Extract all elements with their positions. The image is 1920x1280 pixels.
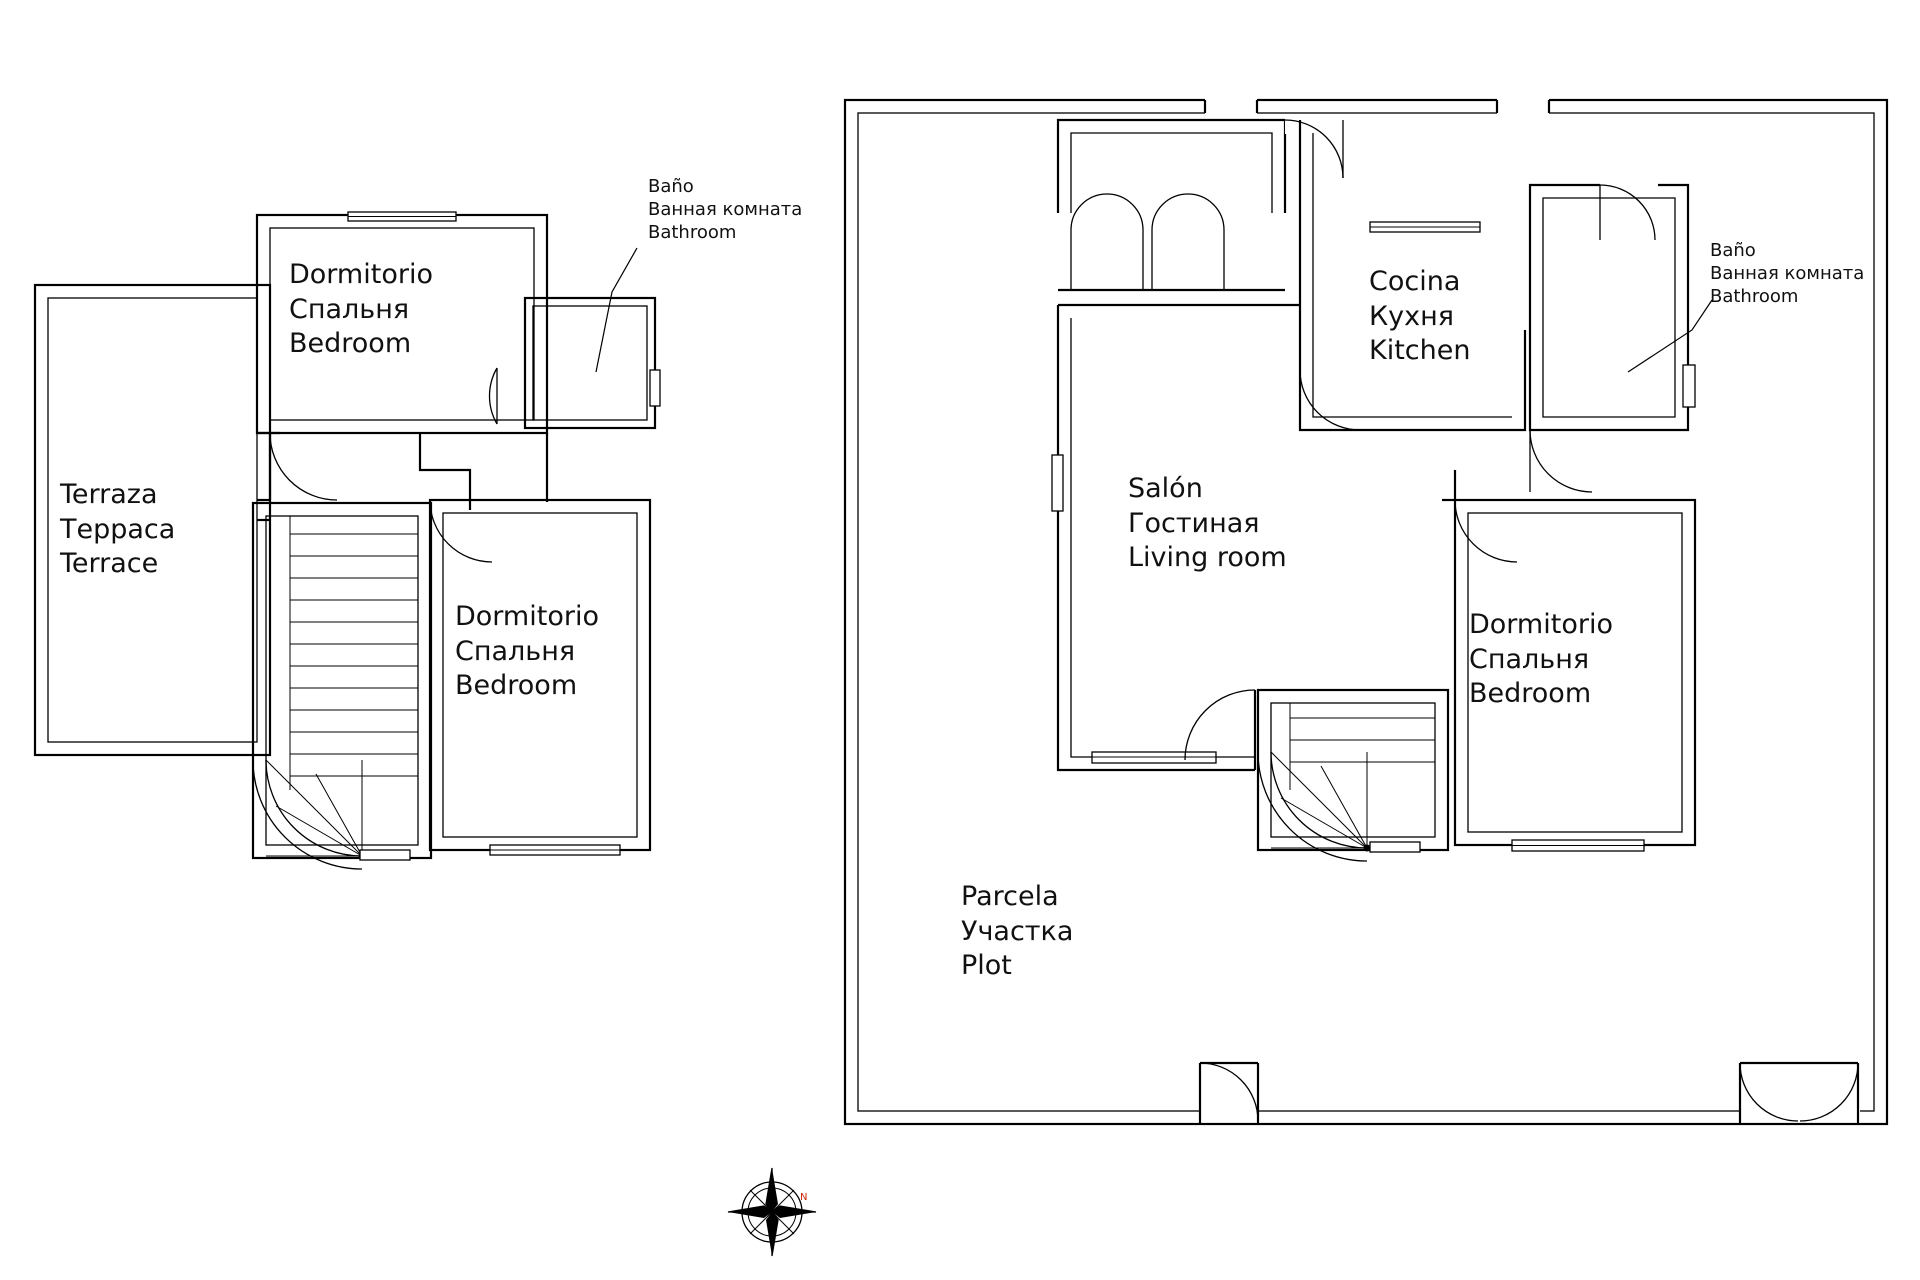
living-room-line-es: Salón	[1128, 473, 1203, 504]
compass-north-label: N	[800, 1192, 808, 1203]
living-room-line-ru: Гостиная	[1128, 507, 1260, 539]
kitchen-line-en: Kitchen	[1369, 335, 1471, 367]
plot-line-ru: Участка	[961, 915, 1074, 947]
room-label-living-room	[1128, 472, 1287, 576]
room-label-bedroom-upper-south	[455, 600, 599, 704]
plot-line-es: Parcela	[961, 881, 1059, 912]
bedroom-ground-line-es: Dormitorio	[1469, 609, 1613, 640]
bathroom-ground-line-en: Bathroom	[1710, 286, 1799, 308]
callout-bathroom-ground	[1710, 239, 1864, 308]
room-label-plot	[961, 880, 1073, 984]
plot-line-en: Plot	[961, 950, 1012, 982]
terrace-line-en: Terrace	[60, 548, 159, 580]
north-arrow-icon	[728, 1168, 816, 1256]
room-label-bedroom-ground	[1469, 608, 1613, 712]
bedroom-upper-north-line-en: Bedroom	[289, 328, 412, 360]
bedroom-ground-line-en: Bedroom	[1469, 678, 1592, 710]
kitchen-line-ru: Кухня	[1369, 300, 1455, 332]
bathroom-upper-line-es: Baño	[648, 176, 694, 197]
bathroom-upper-line-ru: Ванная комната	[648, 199, 803, 221]
bedroom-upper-south-line-ru: Спальня	[455, 635, 576, 667]
room-label-kitchen	[1369, 265, 1470, 369]
terrace-line-es: Terraza	[60, 479, 158, 510]
bathroom-ground-line-es: Baño	[1710, 240, 1756, 261]
callout-bathroom-upper	[648, 175, 802, 244]
bedroom-upper-north-line-ru: Спальня	[289, 293, 410, 325]
kitchen-line-es: Cocina	[1369, 266, 1461, 297]
bedroom-upper-south-line-en: Bedroom	[455, 670, 578, 702]
bedroom-upper-north-line-es: Dormitorio	[289, 259, 433, 290]
living-room-line-en: Living room	[1128, 542, 1287, 574]
room-label-terrace	[60, 478, 175, 582]
terrace-line-ru: Терраса	[60, 513, 176, 545]
bedroom-upper-south-line-es: Dormitorio	[455, 601, 599, 632]
bathroom-ground-line-ru: Ванная комната	[1710, 263, 1865, 285]
bathroom-upper-line-en: Bathroom	[648, 222, 737, 244]
room-label-bedroom-upper-north	[289, 258, 433, 362]
bedroom-ground-line-ru: Спальня	[1469, 643, 1590, 675]
